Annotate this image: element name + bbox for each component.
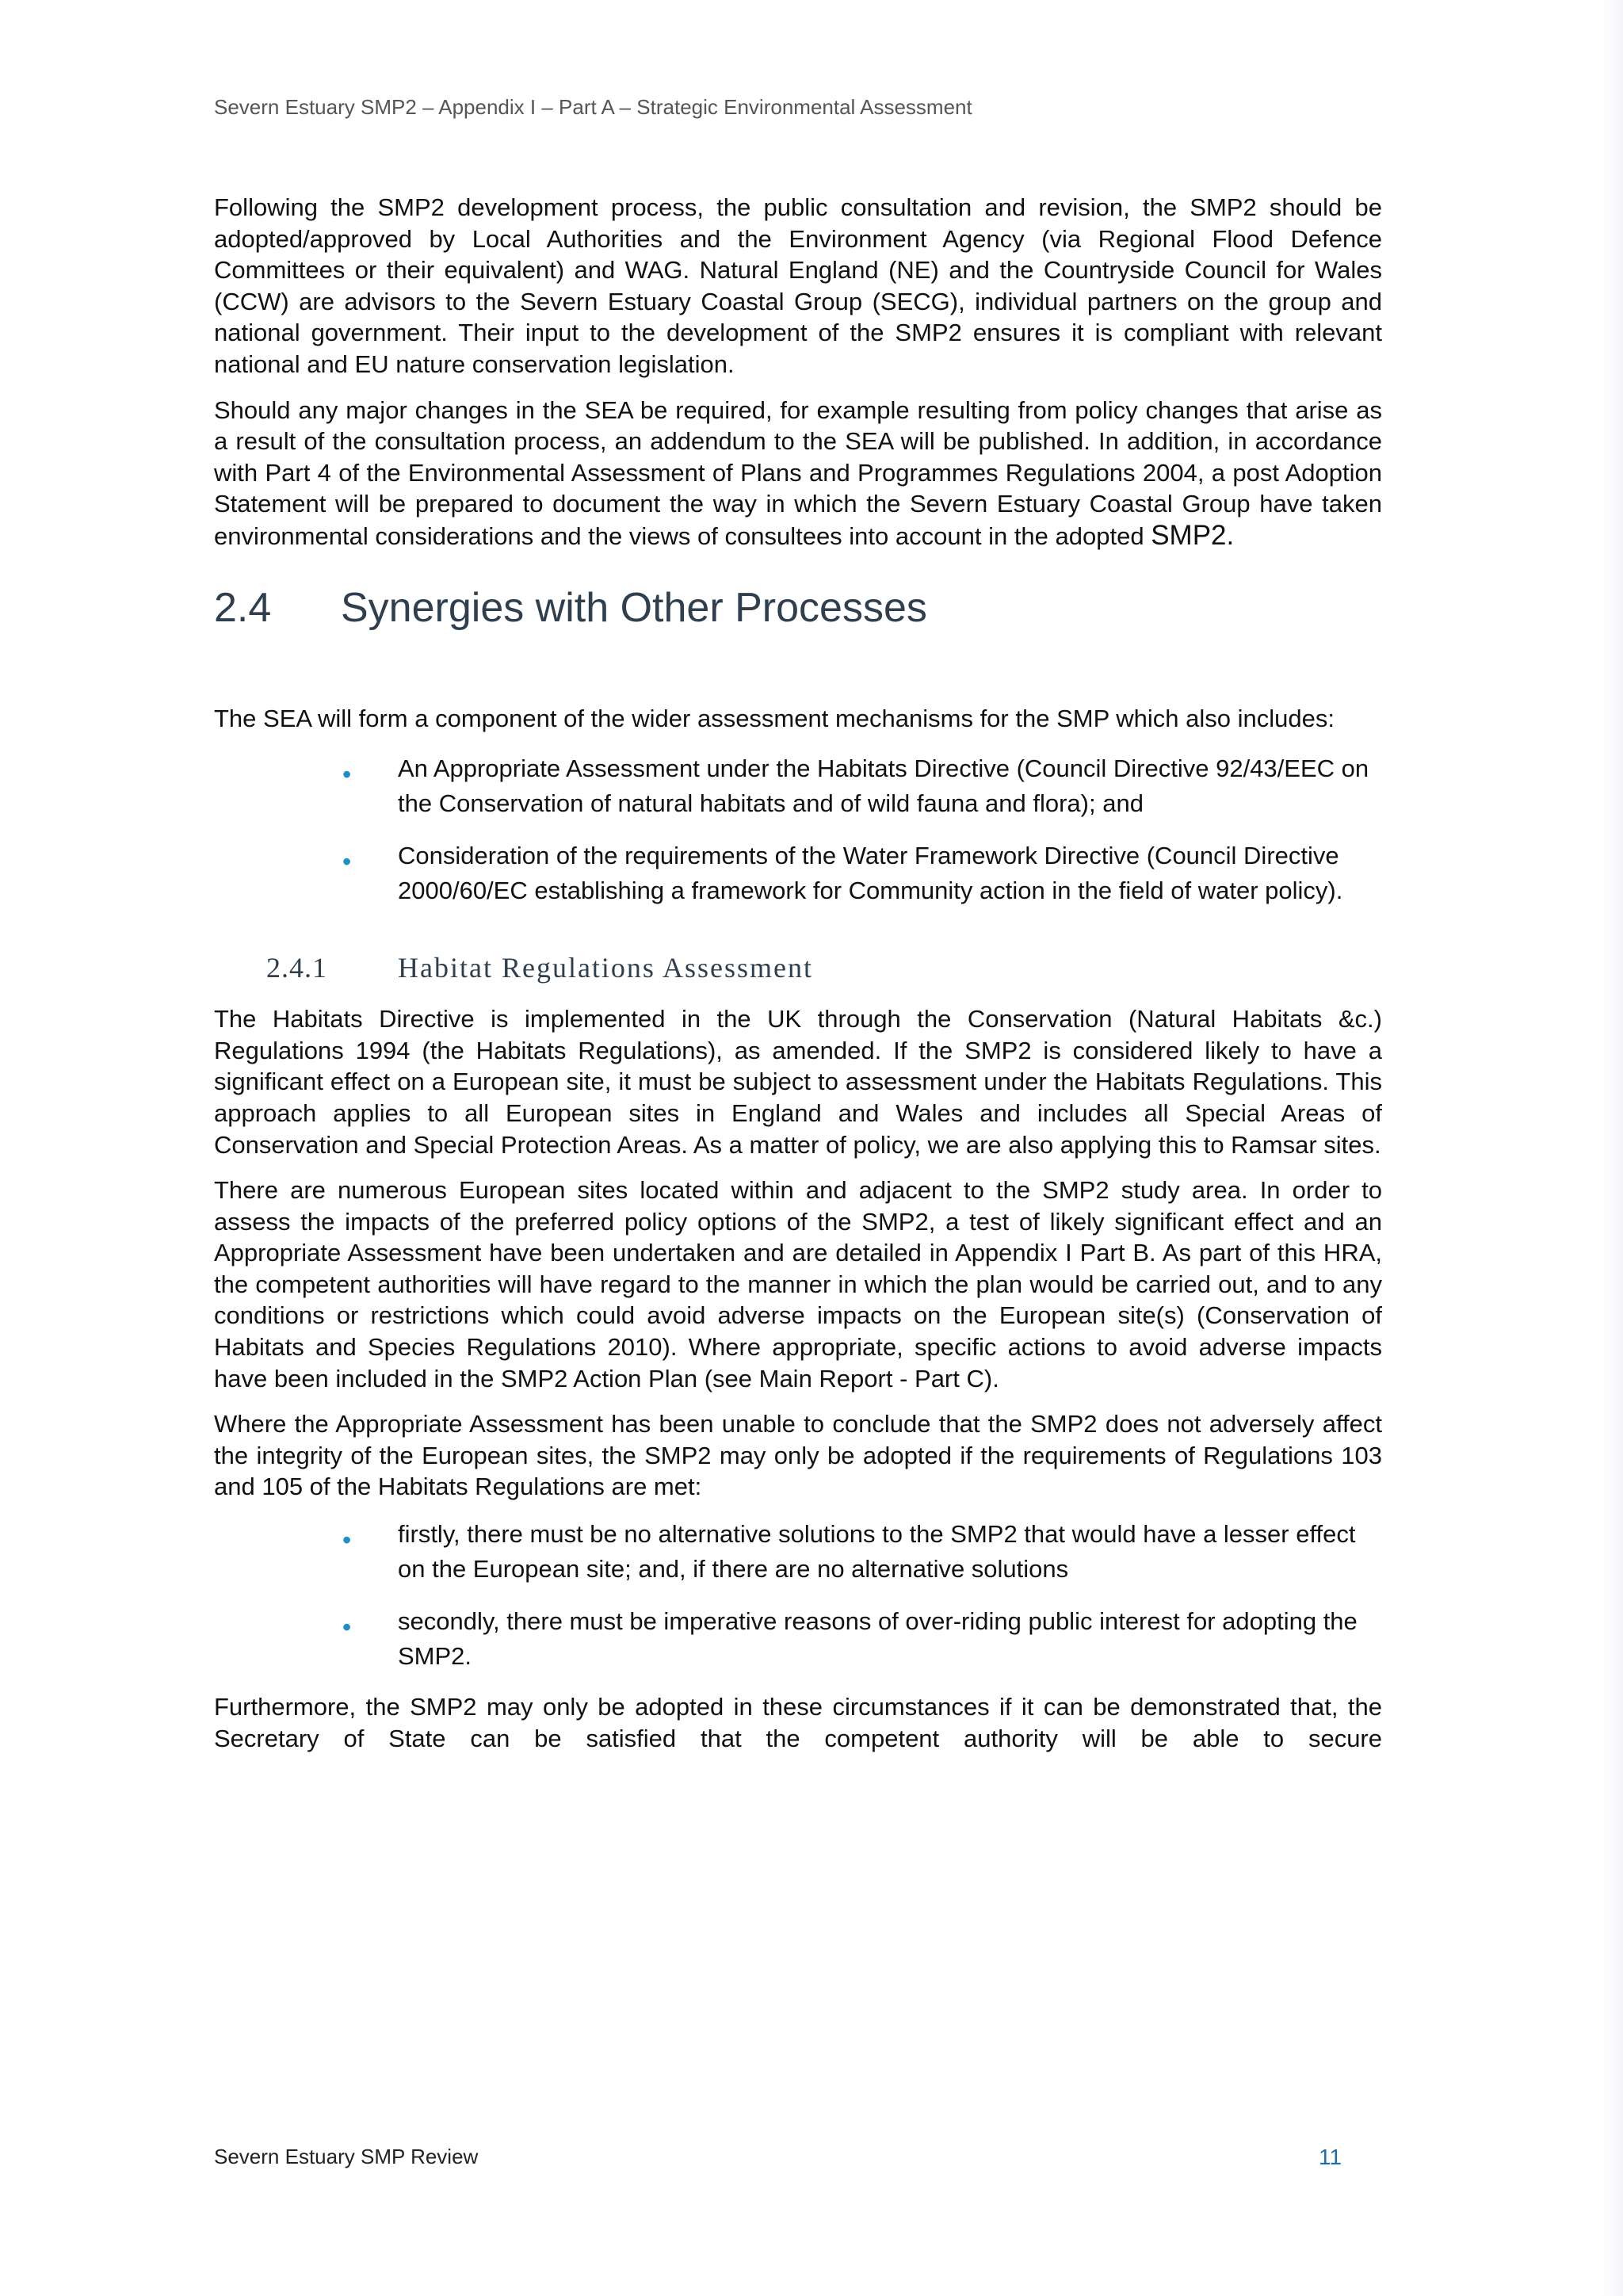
list-item [342,1517,1382,1587]
main-content [214,192,1382,1768]
list-item [342,839,1382,908]
paragraph-sea-changes-text: Should any major changes in the SEA be required, for example resulting from policy changes that arise as a result of the consultation process, an addendum to the SEA will be published. In addition, in accordance with Part 4 of the Environmental Assessment of Plans and Programmes Regulations 2004, a post Adoption Statement will be prepared to document the way in which the Severn Estuary Coastal Group have taken environmental considerations and the views of consultees into account in the adopted [214,395,1382,550]
list-item-text: firstly, there must be no alternative solutions to the SMP2 that would have a lesser effect on the European site; and, if there are no alternative solutions [398,1520,1356,1584]
paragraph-appropriate-assessment: Where the Appropriate Assessment has been unable to conclude that the SMP2 does not adversely affect the integrity of the European sites, the SMP2 may only be adopted if the requirements of Regulations 103 and 105 of the Habitats Regulations are met: [214,1410,1382,1501]
section-intro: The SEA will form a component of the wider assessment mechanisms for the SMP which also includes: [214,704,1335,732]
running-header: Severn Estuary SMP2 – Appendix I – Part A – Strategic Environmental Assessment [214,95,972,119]
paragraph-habitats-directive: The Habitats Directive is implemented in the UK through the Conservation (Natural Habitats &c.) Regulations 1994 (the Habitats Regulations), as amended. If the SMP2 is considered likely to have a significant effect on a European site, it must be subject to assessment under the Habitats Regulations. This approach applies to all European sites in England and Wales and includes all Special Areas of Conservation and Special Protection Areas. As a matter of policy, we are also applying this to Ramsar sites. [214,1005,1382,1159]
list-item-text: secondly, there must be imperative reasons of over-riding public interest for adopting the SMP2. [398,1607,1358,1671]
subsection-number: 2.4.1 [266,952,327,984]
bullet-icon: • [342,1526,352,1555]
assessment-list [214,751,1382,908]
footer-title: Severn Estuary SMP Review [214,2145,479,2168]
page-number: 11 [1319,2145,1342,2169]
bullet-icon: • [342,760,352,789]
paragraph-adoption: Following the SMP2 development process, the public consultation and revision, the SMP2 should be adopted/approved by Local Authorities and the Environment Agency (via Regional Flood Defence Committees or their equivalent) and WAG. Natural England (NE) and the Countryside Council for Wales (CCW) are advisors to the Severn Estuary Coastal Group (SECG), individual partners on the group and national government. Their input to the development of the SMP2 ensures it is compliant with relevant national and EU nature conservation legislation. [214,193,1382,378]
bullet-icon: • [342,847,352,877]
subsection-heading [266,951,1382,984]
section-number: 2.4 [214,584,272,631]
list-item [342,1604,1382,1674]
requirements-list [214,1517,1382,1674]
section-title: Synergies with Other Processes [341,584,927,631]
paragraph-closing: Furthermore, the SMP2 may only be adopted in these circumstances if it can be demonstrated that, the Secretary of State can be satisfied that the competent authority will be able to secure [214,1693,1382,1752]
paragraph-sea-changes [214,395,1382,552]
page-edge-shadow [1599,0,1623,2296]
bullet-icon: • [342,1613,352,1642]
list-item-text: Consideration of the requirements of the Water Framework Directive (Council Directive 2000/60/EC establishing a framework for Community action in the field of water policy). [398,842,1343,905]
section-heading [214,584,1382,703]
paragraph-sea-changes-tail: SMP2. [1151,519,1235,551]
paragraph-european-sites: There are numerous European sites located within and adjacent to the SMP2 study area. In order to assess the impacts of the preferred policy options of the SMP2, a test of likely significant effect and an Appropriate Assessment have been undertaken and are detailed in Appendix I Part B. As part of this HRA, the competent authorities will have regard to the manner in which the plan would be carried out, and to any conditions or restrictions which could avoid adverse impacts on the European site(s) (Conservation of Habitats and Species Regulations 2010). Where appropriate, specific actions to avoid adverse impacts have been included in the SMP2 Action Plan (see Main Report - Part C). [214,1176,1382,1392]
list-item-text: An Appropriate Assessment under the Habitats Directive (Council Directive 92/43/EEC on the Conservation of natural habitats and of wild fauna and flora); and [398,755,1369,818]
subsection-title: Habitat Regulations Assessment [398,952,813,984]
list-item [342,751,1382,821]
